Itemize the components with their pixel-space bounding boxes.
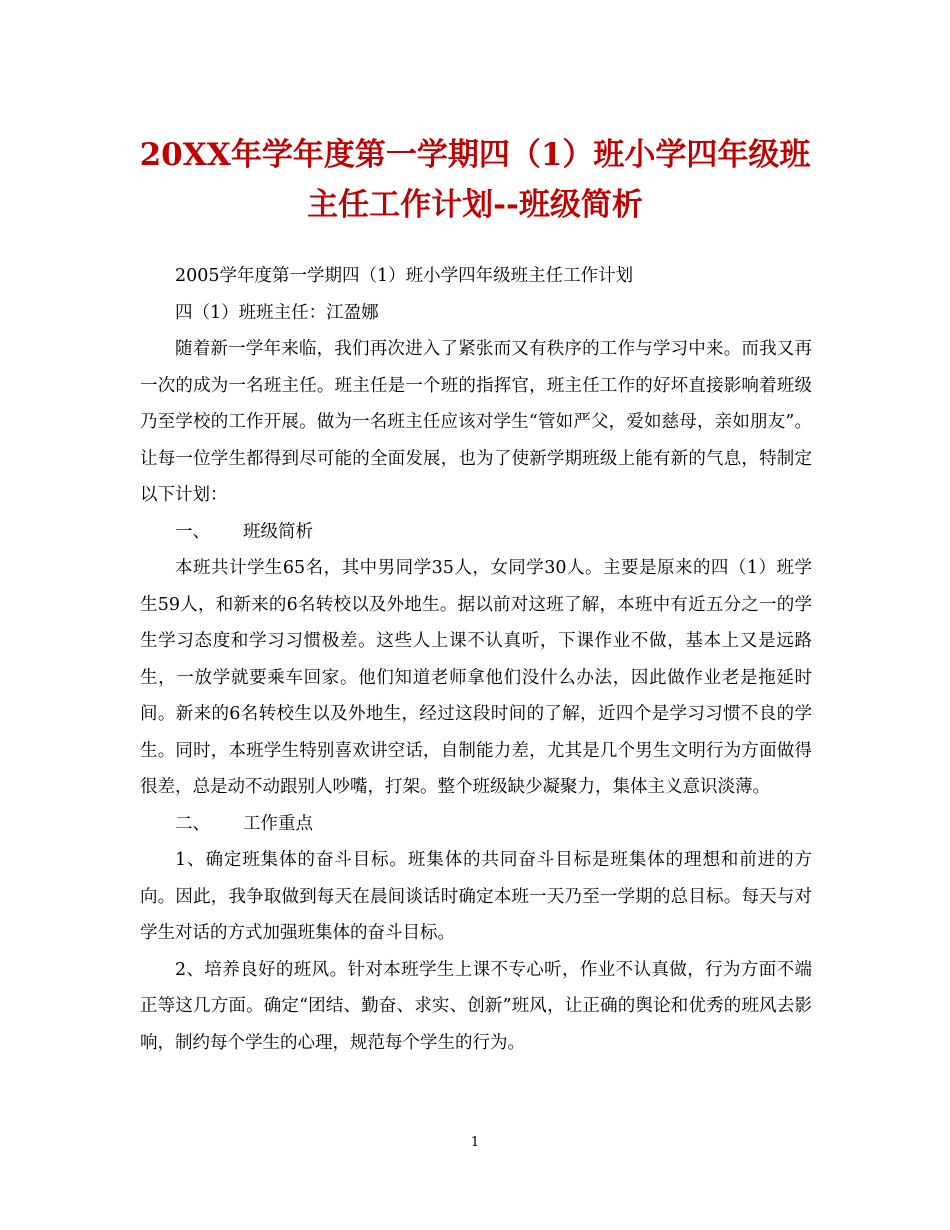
section-title-2: 工作重点 xyxy=(243,813,313,834)
page-number: 1 xyxy=(470,1135,480,1150)
section-number-1: 一、 xyxy=(175,521,210,542)
section-number-2: 二、 xyxy=(175,813,210,834)
intro-paragraph: 随着新一学年来临，我们再次进入了紧张而又有秩序的工作与学习中来。而我又再一次的成为一名班主任。班主任是一个班的指挥官，班主任工作的好坏直接影响着班级乃至学校的工作开展。做为一名班主任应该对学生“管如严父，爱如慈母，亲如朋友”。让每一位学生都得到尽可能的全面发展，也为了使新学期班级上能有新的气息，特制定以下计划： xyxy=(140,339,812,505)
document-title: 20XX年学年度第一学期四（1）班小学四年级班主任工作计划--班级简析 xyxy=(139,137,811,223)
class-analysis-paragraph: 本班共计学生65名，其中男同学35人，女同学30人。主要是原来的四（1）班学生59人，和新来的6名转校以及外地生。据以前对这班了解，本班中有近五分之一的学生学习态度和学习习惯极差。这些人上课不认真听，下课作业不做，基本上又是远路生，一放学就要乘车回家。他们知道老师拿他们没什么办法，因此做作业老是拖延时间。新来的6名转校生以及外地生，经过这段时间的了解，近四个是学习习惯不良的学生。同时，本班学生特别喜欢讲空话，自制能力差，尤其是几个男生文明行为方面做得很差，总是动不动跟别人吵嘴，打架。整个班级缺少凝聚力，集体主义意识淡薄。 xyxy=(140,558,812,797)
section-heading-1 xyxy=(140,514,812,551)
teacher-line: 四（1）班班主任：江盈娜 xyxy=(175,302,379,323)
document-body xyxy=(140,258,812,1061)
work-item-2: 2、培养良好的班风。针对本班学生上课不专心听，作业不认真做，行为方面不端正等这几方面。确定“团结、勤奋、求实、创新”班风，让正确的舆论和优秀的班风去影响，制约每个学生的心理，规范每个学生的行为。 xyxy=(140,959,812,1053)
section-title-1: 班级简析 xyxy=(243,521,313,542)
work-item-1: 1、确定班集体的奋斗目标。班集体的共同奋斗目标是班集体的理想和前进的方向。因此，我争取做到每天在晨间谈话时确定本班一天乃至一学期的总目标。每天与对学生对话的方式加强班集体的奋斗目标。 xyxy=(140,850,812,943)
section-heading-2 xyxy=(140,806,812,843)
plan-title-line: 2005学年度第一学期四（1）班小学四年级班主任工作计划 xyxy=(175,266,634,286)
